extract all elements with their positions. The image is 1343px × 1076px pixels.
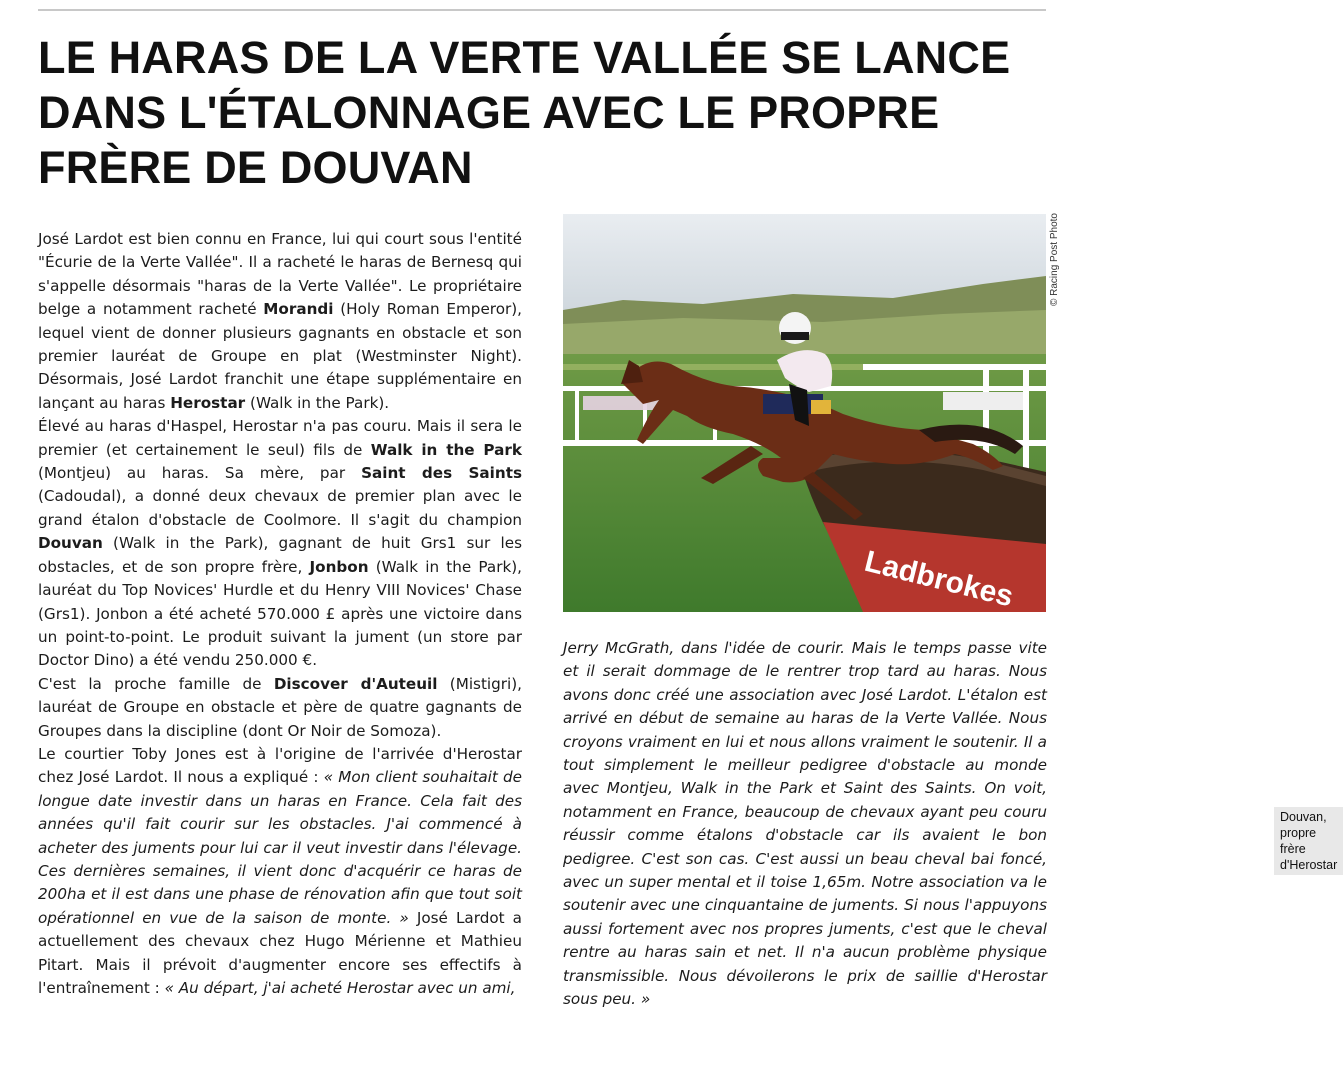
photo-caption: Douvan, propre frère d'Herostar — [1274, 807, 1343, 875]
sponsor-board-text: Ladbrokes — [861, 544, 1017, 614]
text-run: (Montjeu) au haras. Sa mère, par — [38, 464, 362, 483]
text-run: (Walk in the Park), gagnant de huit Grs1 sur les obstacles, et de son propre frère, — [38, 534, 522, 576]
photo-credit: © Racing Post Photo — [1049, 213, 1060, 306]
horse-name-douvan: Douvan — [38, 534, 103, 553]
horse-name-saint-des-saints: Saint des Saints — [361, 464, 523, 483]
text-run: José Lardot a actuellement des chevaux chez Hugo Mérienne et Mathieu Pitart. Mais il prévoit d'augmenter encore ses effectifs à l'entraînement : — [38, 908, 522, 997]
horse-name-morandi: Morandi — [263, 300, 334, 319]
quote-text: « Au départ, j'ai acheté Herostar avec un ami, — [164, 979, 516, 997]
text-run: José Lardot est bien connu en France, lui qui court sous l'entité "Écurie de la Verte Vallée". Il a racheté le haras de Bernesq qui s'appelle désormais "haras de la Verte Vallée". Le propriétaire belge a notamment racheté — [38, 230, 522, 319]
article-headline: LE HARAS DE LA VERTE VALLÉE SE LANCE DANS L'ÉTALONNAGE AVEC LE PROPRE FRÈRE DE DOUVAN — [38, 32, 1011, 193]
text-run: C'est la proche famille de — [38, 674, 274, 693]
paragraph-quote-continued: Jerry McGrath, dans l'idée de courir. Mais le temps passe vite et il serait dommage de le rentrer trop tard au haras. Nous avons donc créé une association avec José Lardot. L'étalon est arrivé en début de semaine au haras de la Verte Vallée. Nous croyons vraiment en lui et nous allons vraiment le soutenir. Il a tout simplement le meilleur pedigree d'obstacle au monde avec Montjeu, Walk in the Park et Saint des Saints. On voit, notamment en France, beaucoup de chevaux ayant peu couru réussir comme étalons d'obstacle car ils avaient le bon pedigree. C'est son cas. C'est aussi un beau cheval bai foncé, avec un super mental et il toise 1,65m. Notre association va le soutenir avec une cinquantaine de juments. Si nous l'appuyons aussi fortement avec nos propres juments, c'est que le cheval rentre au haras sain et net. Il n'a aucun problème physique transmissible. Nous dévoilerons le prix de saillie d'Herostar sous peu. » — [563, 639, 1047, 1009]
text-run: (Holy Roman Emperor), lequel vient de donner plusieurs gagnants en obstacle et son premier lauréat de Groupe en plat (Westminster Night). Désormais, José Lardot franchit une étape supplémentaire en lançant au haras — [38, 300, 522, 412]
top-divider — [38, 9, 1046, 11]
text-run: Le courtier Toby Jones est à l'origine de l'arrivée d'Herostar chez José Lardot. Il nous a expliqué : — [38, 744, 522, 787]
text-run: (Walk in the Park), lauréat du Top Novices' Hurdle et du Henry VIII Novices' Chase (Grs1). Jonbon a été acheté 570.000 £ après une victoire dans un point-to-point. Le produit suivant la jument (un store par Doctor Dino) a été vendu 250.000 €. — [38, 557, 522, 670]
quote-text: « Mon client souhaitait de longue date investir dans un haras en France. Cela fait des années qu'il fait courir sur les obstacles. J'ai commencé à acheter des juments pour lui car il veut investir dans l'élevage. Ces dernières semaines, il vient donc d'acquérir ce haras de 200ha et il est dans une phase de rénovation afin que tout soit opérationnel en vue de la saison de monte. » — [38, 768, 523, 927]
paragraph-quote-start — [38, 743, 522, 1000]
text-run: (Cadoudal), a donné deux chevaux de premier plan avec le grand étalon d'obstacle de Coolmore. Il s'agit du champion — [38, 487, 522, 529]
text-run: (Walk in the Park). — [245, 393, 390, 412]
article-left-column — [38, 228, 522, 1000]
paragraph-intro — [38, 228, 522, 415]
horse-name-jonbon: Jonbon — [309, 557, 369, 576]
paragraph-pedigree — [38, 415, 522, 672]
steeplechase-photo-illustration — [563, 214, 1046, 612]
text-run: (Mistigri), lauréat de Groupe en obstacle et père de quatre gagnants de Groupes dans la discipline (dont Or Noir de Somoza). — [38, 674, 522, 740]
horse-name-herostar: Herostar — [170, 393, 246, 412]
paragraph-family — [38, 673, 522, 743]
horse-name-discover-dauteuil: Discover d'Auteuil — [273, 674, 438, 693]
article-right-column — [563, 637, 1047, 1012]
text-run: Élevé au haras d'Haspel, Herostar n'a pas couru. Mais il sera le premier (et certainement le seul) fils de — [38, 417, 522, 459]
horse-name-walk-in-the-park: Walk in the Park — [370, 440, 522, 459]
